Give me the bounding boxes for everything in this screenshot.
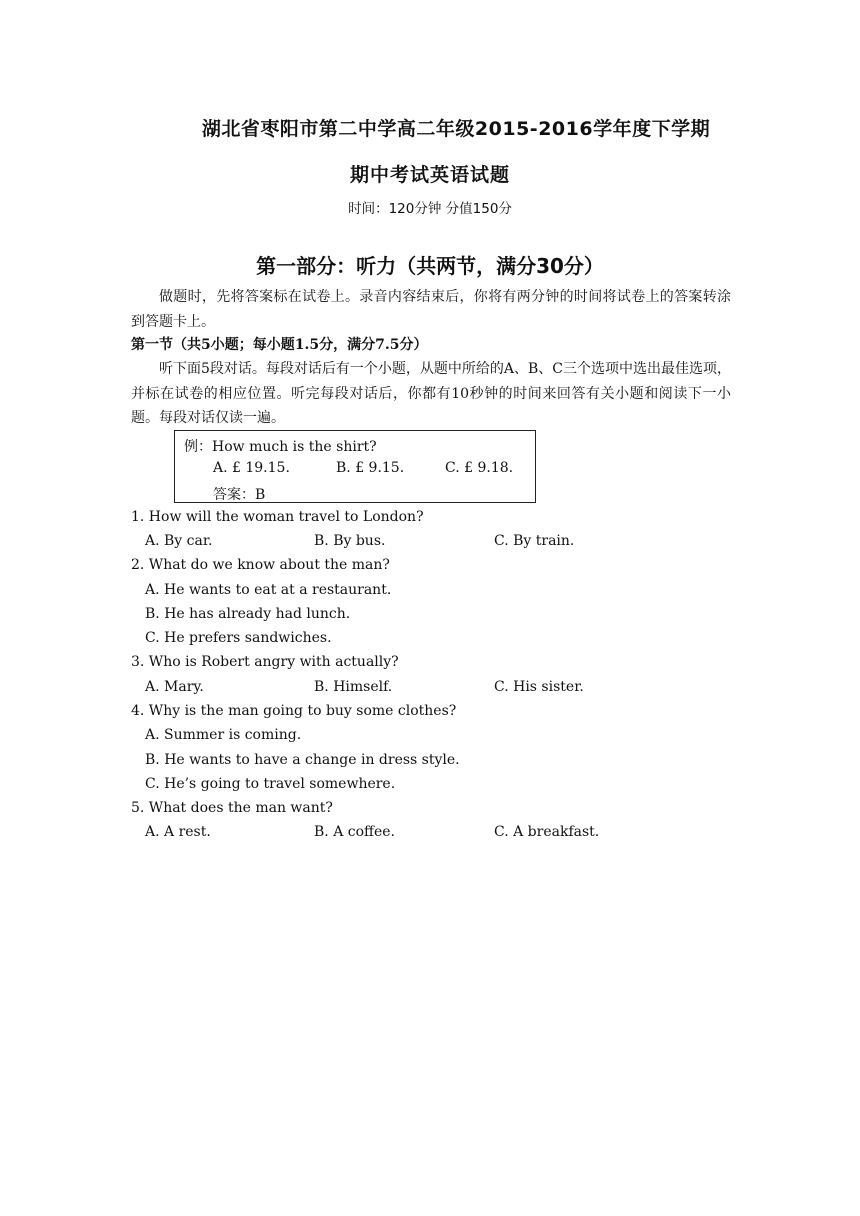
- question-1-option-c: C. By train.: [494, 533, 575, 549]
- exam-title-line2: 期中考试英语试题: [349, 164, 510, 186]
- question-5-stem: 5. What does the man want?: [131, 800, 333, 816]
- example-answer: 答案：B: [213, 487, 266, 503]
- question-2-option-a: A. He wants to eat at a restaurant.: [145, 582, 392, 598]
- exam-meta: 时间：120分钟 分值150分: [348, 201, 512, 217]
- example-option-a: A. £ 19.15.: [213, 460, 290, 476]
- question-5-option-c: C. A breakfast.: [494, 824, 600, 840]
- question-4-stem: 4. Why is the man going to buy some clothes?: [131, 703, 457, 719]
- question-3-option-c: C. His sister.: [494, 679, 584, 695]
- section1-instructions: 听下面5段对话。每段对话后有一个小题，从题中所给的A、B、C三个选项中选出最佳选项，并标在试卷的相应位置。听完每段对话后，你都有10秒钟的时间来回答有关小题和阅读下一小题。每段对话仅读一遍。: [131, 361, 732, 426]
- part1-intro: 做题时，先将答案标在试卷上。录音内容结束后，你将有两分钟的时间将试卷上的答案转涂到答题卡上。: [131, 289, 731, 330]
- question-1-option-a: A. By car.: [145, 533, 213, 549]
- question-3-option-a: A. Mary.: [145, 679, 204, 695]
- question-5-option-b: B. A coffee.: [314, 824, 395, 840]
- question-2-option-c: C. He prefers sandwiches.: [145, 630, 332, 646]
- question-2-stem: 2. What do we know about the man?: [131, 557, 390, 573]
- section1-heading: 第一节（共5小题；每小题1.5分，满分7.5分）: [131, 337, 428, 353]
- exam-title-line1: 湖北省枣阳市第二中学高二年级2015-2016学年度下学期: [201, 118, 711, 140]
- question-3-stem: 3. Who is Robert angry with actually?: [131, 654, 399, 670]
- question-4-option-c: C. He’s going to travel somewhere.: [145, 776, 396, 792]
- question-1-option-b: B. By bus.: [314, 533, 386, 549]
- question-2-option-b: B. He has already had lunch.: [145, 606, 351, 622]
- question-3-option-b: B. Himself.: [314, 679, 393, 695]
- example-question: 例：How much is the shirt?: [184, 439, 377, 455]
- question-1-stem: 1. How will the woman travel to London?: [131, 509, 424, 525]
- example-option-b: B. £ 9.15.: [336, 460, 405, 476]
- question-4-option-a: A. Summer is coming.: [145, 727, 302, 743]
- question-5-option-a: A. A rest.: [145, 824, 211, 840]
- question-4-option-b: B. He wants to have a change in dress style.: [145, 752, 460, 768]
- example-option-c: C. £ 9.18.: [445, 460, 514, 476]
- part1-heading: 第一部分：听力（共两节，满分30分）: [256, 254, 604, 278]
- example-box: [174, 430, 536, 503]
